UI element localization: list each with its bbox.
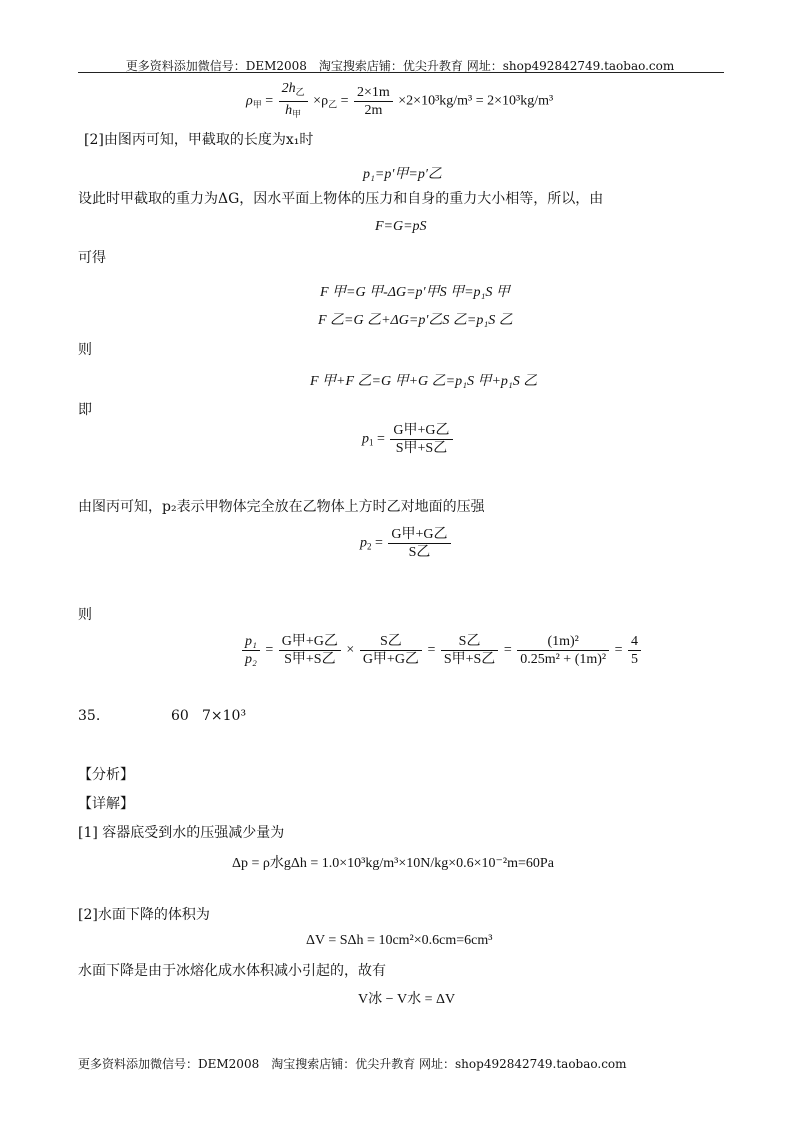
equation: F 甲=G 甲-ΔG=p′甲S 甲=p₁S 甲 — [320, 285, 510, 300]
equation: F 甲+F 乙=G 甲+G 乙=p₁S 甲+p₁S 乙 — [310, 374, 538, 389]
detail-heading: 【详解】 — [78, 796, 134, 812]
pressure-p1-equation: $p_1$ = $\frac{\text{G甲+G乙}}{\text{S甲+S乙}}$ — [362, 422, 455, 457]
volume-change-equation: ΔV = SΔh = 10cm²×0.6cm=6cm³ — [306, 933, 493, 948]
fraction: $\frac{\text{G甲+G乙}}{\text{S甲+S乙}}$ — [390, 422, 452, 457]
pressure-p2-equation: $p_2$ = $\frac{\text{G甲+G乙}}{\text{S乙}}$ — [360, 526, 453, 561]
paragraph: 则 — [78, 342, 92, 358]
paragraph: 设此时甲截取的重力为ΔG，因水平面上物体的压力和自身的重力大小相等，所以，由 — [78, 191, 604, 207]
paragraph: 即 — [78, 402, 92, 418]
analysis-heading: 【分析】 — [78, 767, 134, 783]
fraction: $\frac{\text{G甲+G乙}}{\text{S乙}}$ — [388, 526, 450, 561]
equation: F 乙=G 乙+ΔG=p′乙S 乙=p₁S 乙 — [318, 313, 513, 328]
header-divider — [78, 72, 724, 73]
fraction: $\frac{\text{p₁}}{\text{p₂}}$ — [242, 633, 260, 668]
fraction: $\frac{4}{5}$ — [628, 633, 641, 668]
fraction: $\frac{\text{G甲+G乙}}{\text{S甲+S乙}}$ — [279, 633, 341, 668]
paragraph: 由图丙可知，p₂表示甲物体完全放在乙物体上方时乙对地面的压强 — [78, 499, 485, 515]
pressure-change-equation: Δp = ρ水gΔh = 1.0×10³kg/m³×10N/kg×0.6×10⁻²m=60Pa — [232, 856, 554, 871]
page-footer: 更多资料添加微信号：DEM2008 淘宝搜索店铺：优尖升教育 网址：shop492842749.taobao.com — [78, 1057, 627, 1071]
fraction: $\frac{2h_乙}{h_甲}$ — [279, 80, 308, 123]
paragraph: 可得 — [78, 250, 106, 266]
paragraph: [2]由图丙可知，甲截取的长度为x₁时 — [84, 132, 314, 148]
equation: F=G=pS — [375, 219, 427, 234]
fraction: $\frac{\text{S乙}}{\text{G甲+G乙}}$ — [360, 633, 422, 668]
paragraph: 则 — [78, 607, 92, 623]
density-equation: $\rho_甲$ = $\frac{2h_乙}{h_甲}$ $\times\rho_乙$ = $\frac{2\times 1m}{2m}$ ×2×10³kg/m³ = 2×10³kg/m³ — [246, 80, 553, 123]
question-35: 35. 60 7×10³ — [78, 708, 247, 724]
fraction: $\frac{2\times 1m}{2m}$ — [354, 84, 393, 119]
equation: p₁=p′甲=p′乙 — [363, 167, 442, 182]
ratio-equation: $\frac{\text{p₁}}{\text{p₂}}$ = $\frac{\text{G甲+G乙}}{\text{S甲+S乙}}$ × $\frac{\text{S乙}}{\text{G甲+G乙}}$ = $\frac{\text{S乙}}{\text{S甲+S乙}}$ = $\frac{\text{(1m)²}}{\text{0.25m² + (1m)²}}$ = $\frac{4}{5}$ — [240, 633, 643, 668]
ice-water-equation: V冰 − V水 = ΔV — [358, 992, 456, 1007]
fraction: $\frac{\text{(1m)²}}{\text{0.25m² + (1m)²}}$ — [517, 633, 609, 668]
paragraph: [1] 容器底受到水的压强减少量为 — [78, 825, 285, 841]
page-header: 更多资料添加微信号：DEM2008 淘宝搜索店铺：优尖升教育 网址：shop492842749.taobao.com — [125, 59, 675, 73]
fraction: $\frac{\text{S乙}}{\text{S甲+S乙}}$ — [441, 633, 498, 668]
paragraph: [2]水面下降的体积为 — [78, 907, 210, 923]
paragraph: 水面下降是由于冰熔化成水体积减小引起的，故有 — [78, 963, 386, 979]
